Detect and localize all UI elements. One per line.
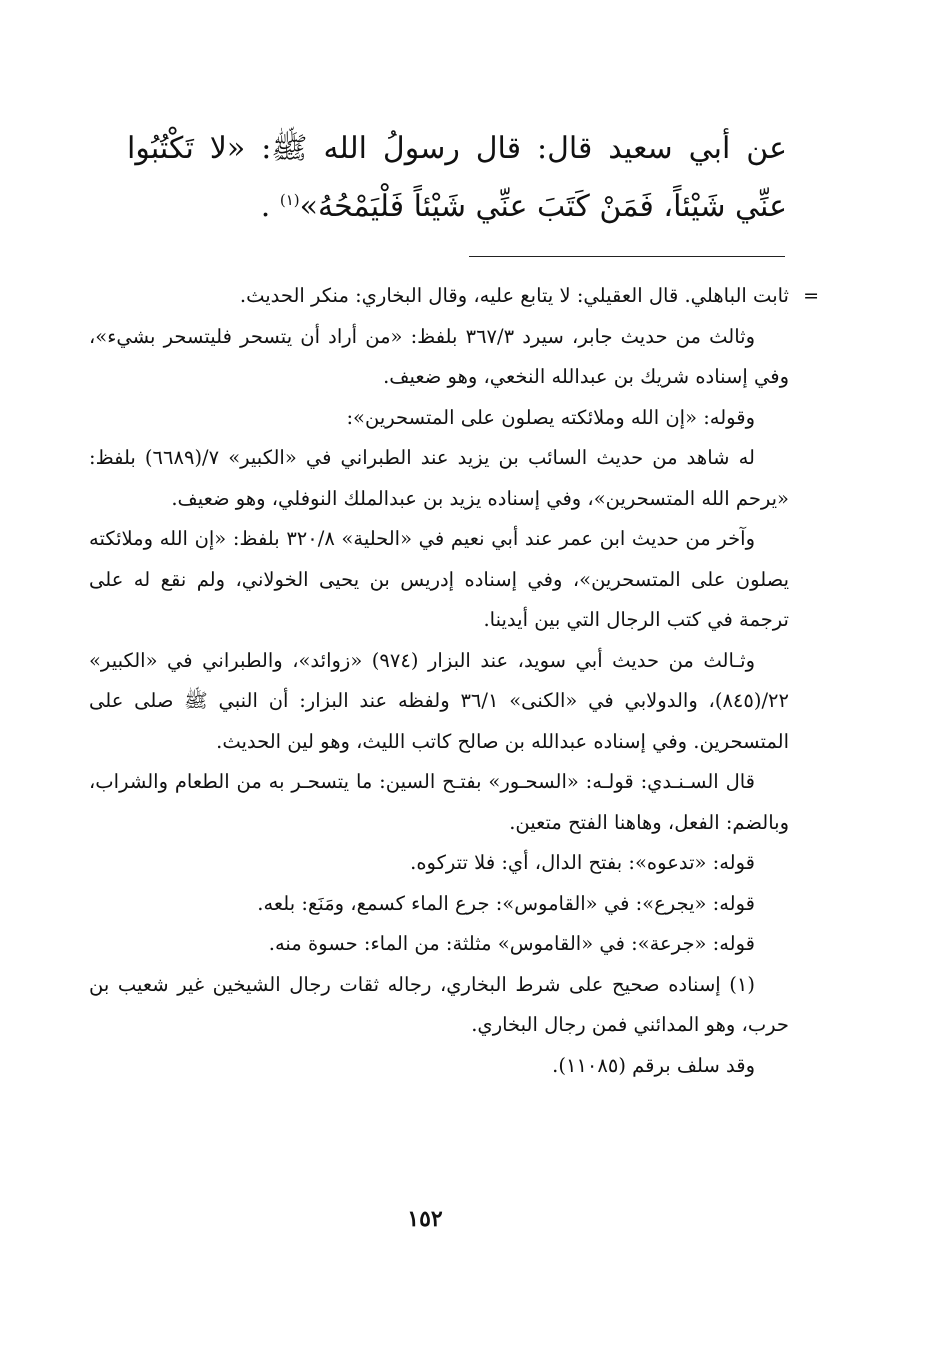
hadith-main-text <box>127 120 787 236</box>
hadith-end-mark: . <box>260 189 271 224</box>
page-number: ١٥٢ <box>407 1206 443 1232</box>
continuation-mark: = <box>803 285 819 307</box>
footnote-paragraph: قوله: «جرعة»: في «القاموس» مثلثة: من الماء: حسوة منه. <box>268 932 755 955</box>
footnote-text: ثابت الباهلي. قال العقيلي: لا يتابع عليه، وقال البخاري: منكر الحديث. <box>239 284 789 307</box>
hadith-text: عن أبي سعيد قال: قال رسولُ الله ﷺ: «لا تَكْتُبُوا عنِّي شَيْئاً، فَمَنْ كَتَبَ عنِّي شَيْئاً فَلْيَمْحُهُ» <box>127 131 787 224</box>
footnote-paragraph: (١) إسناده صحيح على شرط البخاري، رجاله ثقات رجال الشيخين غير شعيب بن حرب، وهو المدائني فمن رجال البخاري. <box>89 972 789 1036</box>
footnote-paragraph: قوله: «تدعوه»: بفتح الدال، أي: فلا تتركوه. <box>410 851 755 874</box>
footnote-paragraph: وقد سلف برقم (١١٠٨٥). <box>552 1053 755 1077</box>
footnote-paragraph: قوله: «يجرع»: في «القاموس»: جرع الماء كسمع، ومَنَع: بلعه. <box>257 891 755 915</box>
footnote-paragraph <box>89 276 819 317</box>
footnote-paragraph: وقوله: «إن الله وملائكته يصلون على المتسحرين»: <box>346 405 755 429</box>
footnote-separator-rule <box>469 256 785 257</box>
footnote-paragraph: وآخر من حديث ابن عمر عند أبي نعيم في «الحلية» ٣٢٠/٨ بلفظ: «إن الله وملائكته يصلون على المتسحرين»، وفي إسناده إدريس بن يحيى الخولاني، ولم نقع له على ترجمة في كتب الرجال التي بين أيدينا. <box>89 527 789 631</box>
footnote-paragraph: وثالث من حديث جابر، سيرد ٣٦٧/٣ بلفظ: «من أراد أن يتسحر فليتسحر بشيء»، وفي إسناده شريك بن عبدالله النخعي، وهو ضعيف. <box>89 324 789 388</box>
footnote-paragraph: قال السـنـدي: قولـه: «السحـور» بفتـح السين: ما يتسحـر به من الطعام والشراب، وبالضم: الفعل، وهاهنا الفتح متعين. <box>89 770 789 834</box>
footnote-paragraph: له شاهد من حديث السائب بن يزيد عند الطبراني في «الكبير» ٧/(٦٦٨٩) بلفظ: «يرحم الله المتسحرين»، وفي إسناده يزيد بن عبدالملك النوفلي، وهو ضعيف. <box>89 446 789 510</box>
footnote-paragraph: وثـالث من حديث أبي سويد، عند البزار (٩٧٤) «زوائد»، والطبراني في «الكبير» ٢٢/(٨٤٥)، والدولابي في «الكنى» ٣٦/١ ولفظه عند البزار: أن النبي ﷺ صلى على المتسحرين. وفي إسناده عبدالله بن صالح كاتب الليث، وهو لين الحديث. <box>89 648 789 753</box>
footnote-reference: (١) <box>279 191 300 209</box>
footnotes-section <box>89 276 819 1086</box>
